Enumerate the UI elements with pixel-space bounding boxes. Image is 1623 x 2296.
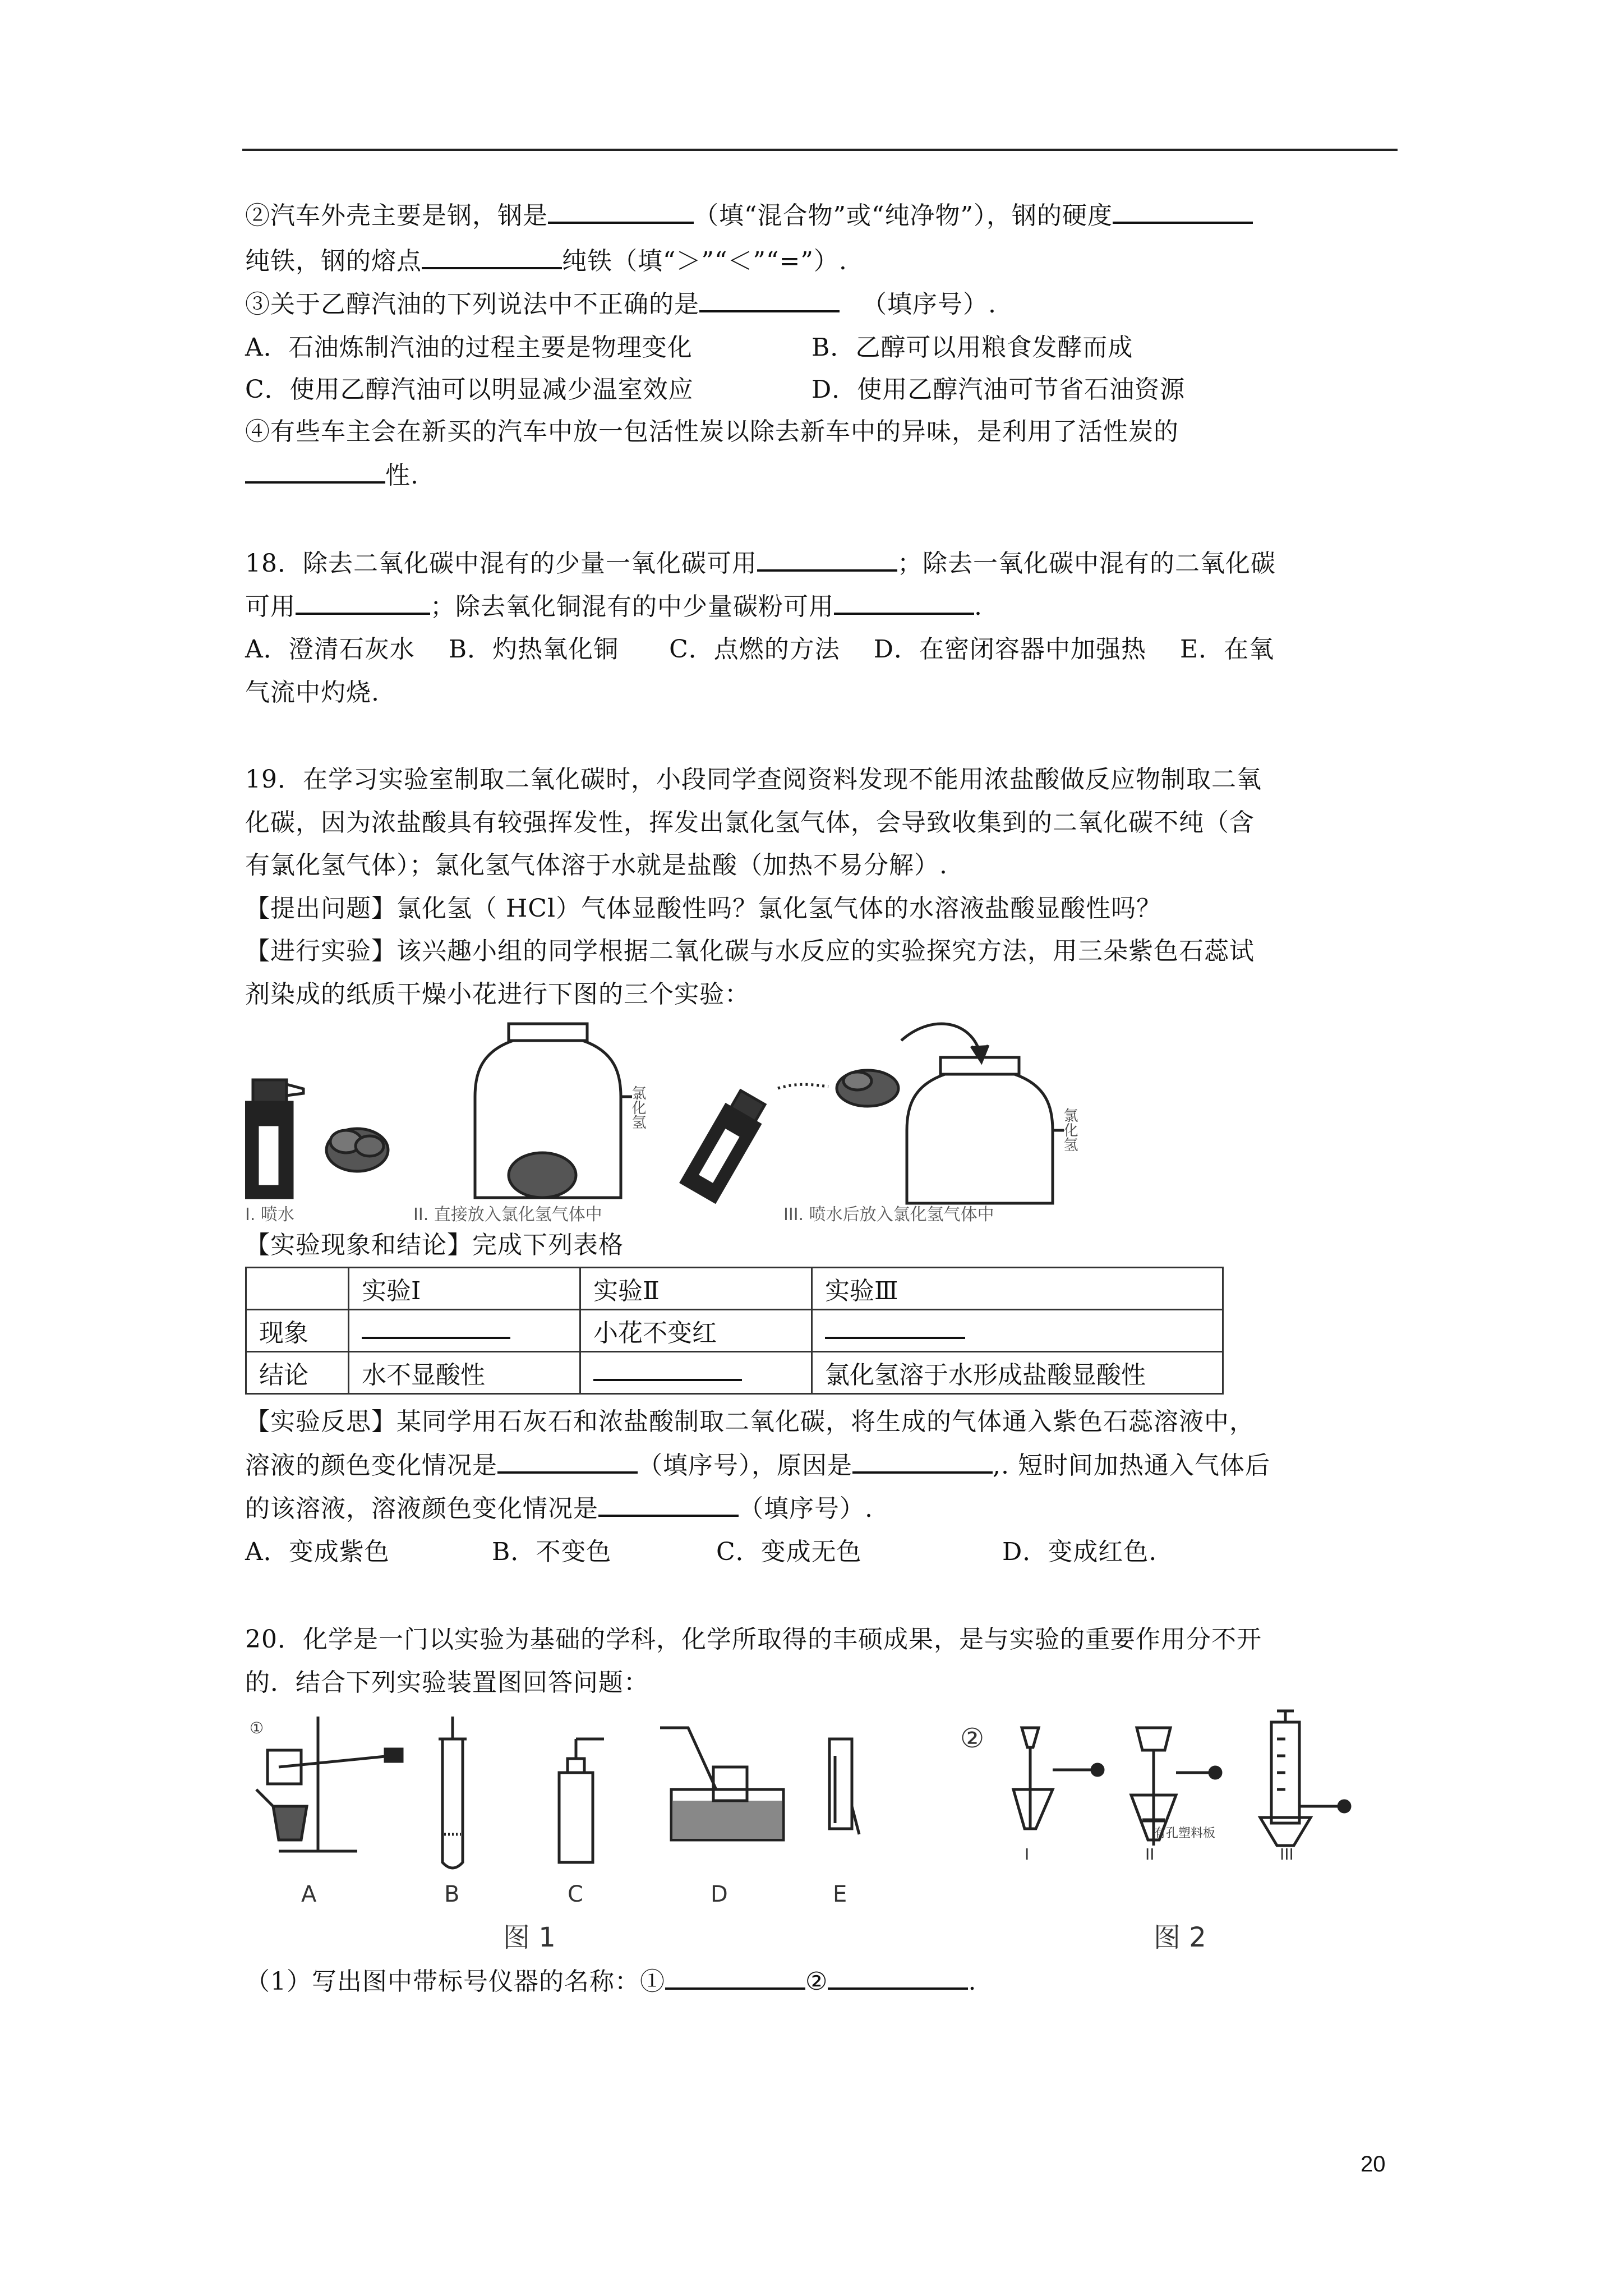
q18-line-2: 可用 ；除去氧化铜混有的中少量碳粉可用 . [245,592,983,621]
table-cell: 实验Ⅱ [580,1268,812,1310]
answer-blank[interactable] [598,1494,739,1517]
q19-line-3: 有氯化氢气体）；氯化氢气体溶于水就是盐酸（加热不易分解）. [245,851,948,880]
table-cell: 现象 [246,1310,349,1352]
table-cell [349,1310,580,1352]
page-number: 20 [1361,2152,1386,2177]
table-cell: 氯化氢溶于水形成盐酸显酸性 [812,1352,1223,1394]
q19-line-5: 【进行实验】该兴趣小组的同学根据二氧化碳与水反应的实验探究方法，用三朵紫色石蕊试 [245,937,1255,965]
answer-blank[interactable] [497,1451,638,1474]
q19-line-6: 剂染成的纸质干燥小花进行下图的三个实验： [245,980,750,1009]
answer-blank[interactable] [852,1451,993,1474]
q19-reflect-2: 溶液的颜色变化情况是 （填序号），原因是 ,. 短时间加热通入气体后 [245,1451,1270,1480]
apparatus-letter: C [568,1881,583,1907]
q19-line-2: 化碳，因为浓盐酸具有较强挥发性，挥发出氯化氢气体，会导致收集到的二氧化碳不纯（含 [245,808,1255,837]
plate-label: 有孔塑料板 [1154,1826,1216,1841]
q18-line-4: 气流中灼烧. [245,678,380,707]
table-cell: 水不显酸性 [349,1352,580,1394]
heating-apparatus-icon [256,1717,402,1851]
table-cell [580,1352,812,1394]
answer-blank[interactable] [1113,201,1253,224]
q17-line-3: ③关于乙醇汽油的下列说法中不正确的是 （填序号）. [245,290,997,319]
q19-reflect-1: 【实验反思】某同学用石灰石和浓盐酸制取二氧化碳，将生成的气体通入紫色石蕊溶液中， [245,1407,1255,1436]
apparatus-letter: II [1145,1845,1155,1864]
apparatus-figure [245,1705,1400,1963]
figure-caption: III. 喷水后放入氯化氢气体中 [783,1205,994,1225]
table-cell: 结论 [246,1352,349,1394]
answer-blank[interactable] [245,461,385,484]
flower-icon [837,1070,898,1106]
answer-blank[interactable] [834,592,974,615]
apparatus-letter: B [444,1881,460,1907]
answer-blank[interactable] [362,1320,510,1339]
answer-blank[interactable] [296,592,430,615]
table-title: 【实验现象和结论】完成下列表格 [245,1231,624,1259]
gas-label: 氯化氢 [629,1085,646,1129]
figure-caption: II. 直接放入氯化氢气体中 [413,1205,602,1225]
figure-caption: 图 1 [503,1922,556,1953]
figure-caption: 图 2 [1154,1922,1206,1953]
answer-blank[interactable] [422,247,562,269]
gas-label: 氯化氢 [1061,1108,1078,1152]
q17-line-2: 纯铁，钢的熔点 纯铁（填“＞”“＜”“=”）. [245,247,847,275]
q19-line-1: 19．在学习实验室制取二氧化碳时，小段同学查阅资料发现不能用浓盐酸做反应物制取二氧 [245,765,1262,794]
apparatus-letter: III [1280,1845,1294,1864]
gas-jar-icon [907,1057,1064,1203]
results-table [245,1267,1224,1395]
apparatus-letter: I [1025,1845,1030,1864]
separatory-funnel-icon [1013,1728,1103,1829]
q19-question: 【提出问题】氯化氢（ HCl）气体显酸性吗？氯化氢气体的水溶液盐酸显酸性吗？ [245,894,1162,923]
flower-icon [326,1129,388,1171]
flower-experiment-figure [245,1018,1154,1226]
water-trough-icon [660,1728,783,1840]
answer-blank[interactable] [757,549,897,572]
q20-sub1: （1）写出图中带标号仪器的名称：① ② . [245,1967,977,1996]
table-cell: 实验Ⅲ [812,1268,1223,1310]
marker-label: ② [960,1723,985,1754]
table-row [246,1352,1223,1394]
spray-bottle-icon [246,1080,303,1198]
table-cell [246,1268,349,1310]
q17-line-7: 性. [245,459,419,493]
table-cell: 小花不变红 [580,1310,812,1352]
figure-caption: I. 喷水 [245,1205,294,1225]
table-row [246,1310,1223,1352]
q19-reflect-3: 的该溶液，溶液颜色变化情况是 （填序号）. [245,1494,873,1523]
gas-bottle-icon [559,1739,604,1862]
table-cell [812,1310,1223,1352]
q17-line-1: ②汽车外壳主要是钢，钢是 （填“混合物”或“纯净物”），钢的硬度 [245,199,1253,233]
answer-blank[interactable] [825,1320,965,1339]
q17-line-6: ④有些车主会在新买的汽车中放一包活性炭以除去新车中的异味，是利用了活性炭的 [245,417,1179,446]
marker-label: ① [250,1719,264,1737]
apparatus-letter: E [833,1881,847,1907]
q17-options-ab: A．石油炼制汽油的过程主要是物理变化 B．乙醇可以用粮食发酵而成 [245,333,1133,362]
q18-options: A．澄清石灰水 B．灼热氧化铜 C．点燃的方法 D．在密闭容器中加强热 E．在氧 [245,635,1275,664]
syringe-icon [1260,1711,1350,1846]
gas-jar-icon [475,1024,632,1198]
apparatus-letter: D [711,1881,728,1907]
table-header-row [246,1268,1223,1310]
q18-line-1: 18．除去二氧化碳中混有的少量一氧化碳可用 ；除去一氧化碳中混有的二氧化碳 [245,549,1276,578]
answer-blank[interactable] [828,1967,968,1990]
header-rule [242,149,1398,151]
q20-line-1: 20．化学是一门以实验为基础的学科，化学所取得的丰硕成果，是与实验的重要作用分不开 [245,1625,1262,1654]
test-tube-icon [439,1717,467,1868]
answer-blank[interactable] [593,1362,742,1381]
apparatus-letter: A [301,1881,317,1907]
spray-bottle-tilted-icon [681,1088,770,1202]
q20-line-2: 的．结合下列实验装置图回答问题： [245,1668,649,1697]
q19-options: A．变成紫色 B．不变色 C．变成无色 D．变成红色. [245,1538,1158,1566]
answer-blank[interactable] [548,201,694,224]
answer-blank[interactable] [699,290,840,312]
table-cell: 实验Ⅰ [349,1268,580,1310]
q17-options-cd: C．使用乙醇汽油可以明显减少温室效应 D．使用乙醇汽油可节省石油资源 [245,375,1186,404]
collecting-bottle-icon [829,1739,859,1834]
answer-blank[interactable] [665,1967,805,1990]
